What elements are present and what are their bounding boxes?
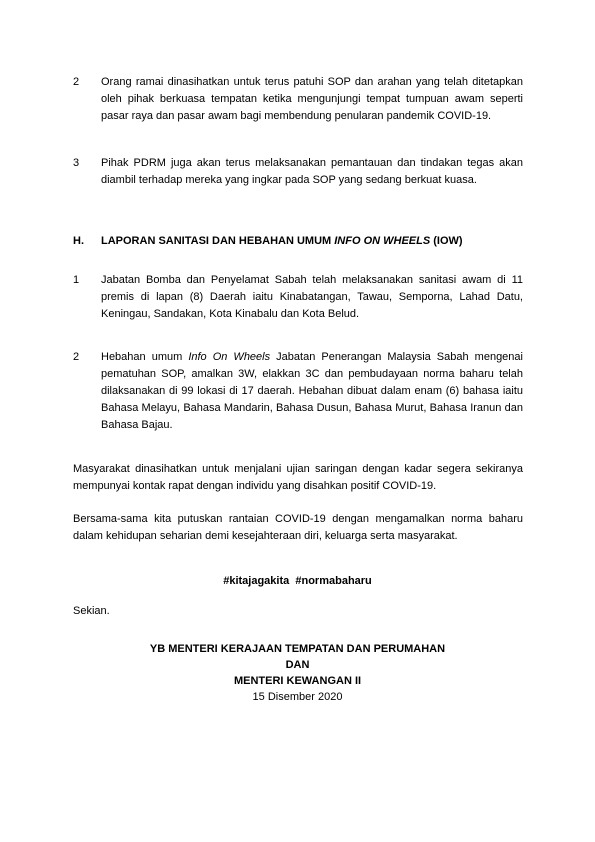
hashtags: #kitajagakita #normabaharu <box>223 575 372 587</box>
item-text: Jabatan Bomba dan Penyelamat Sabah telah melaksanakan sanitasi awam di 11 premis di lapan (8) Daerah iaitu Kinabatangan, Tawau, Semporna, Lahad Datu, Keningau, Sandakan, Kota Kinabalu dan Kota Belud. <box>101 274 523 320</box>
signature-date: 15 Disember 2020 <box>252 691 343 703</box>
section-letter: H. <box>73 235 84 247</box>
signature-line: YB MENTERI KERAJAAN TEMPATAN DAN PERUMAHAN <box>149 643 446 655</box>
section-title <box>101 233 463 250</box>
sekian-text: Sekian. <box>73 605 110 617</box>
item-number: 1 <box>73 274 80 286</box>
item-number: 2 <box>73 76 80 88</box>
section-title-italic: INFO ON WHEELS <box>334 235 431 247</box>
signature-line: DAN <box>285 659 310 671</box>
item-text <box>101 349 523 434</box>
item-text-suffix: Jabatan Penerangan Malaysia Sabah mengenai pematuhan SOP, amalkan 3W, elakkan 3C dan pembudayaan norma baharu telah dilaksanakan di 99 lokasi di 17 daerah. Hebahan dibuat dalam enam (6) bahasa iaitu Bahasa Melayu, Bahasa Mandarin, Bahasa Dusun, Bahasa Murut, Bahasa Iranun dan Bahasa Bajau. <box>101 351 523 431</box>
section-title-suffix: (IOW) <box>430 235 463 247</box>
item-text: Pihak PDRM juga akan terus melaksanakan pemantauan dan tindakan tegas akan diambil terhadap mereka yang ingkar pada SOP yang sedang berkuat kuasa. <box>101 157 523 186</box>
item-number: 2 <box>73 351 80 363</box>
signature-line: MENTERI KEWANGAN II <box>233 675 362 687</box>
closing-paragraph: Bersama-sama kita putuskan rantaian COVID-19 dengan mengamalkan norma baharu dalam kehidupan seharian demi kesejahteraan diri, keluarga serta masyarakat. <box>73 513 523 542</box>
section-title-prefix: LAPORAN SANITASI DAN HEBAHAN UMUM <box>101 235 335 247</box>
item-text-italic: Info On Wheels <box>188 351 271 363</box>
closing-paragraph: Masyarakat dinasihatkan untuk menjalani ujian saringan dengan kadar segera sekiranya mempunyai kontak rapat dengan individu yang disahkan positif COVID-19. <box>73 463 523 492</box>
item-number: 3 <box>73 157 80 169</box>
item-text-prefix: Hebahan umum <box>101 351 189 363</box>
item-text: Orang ramai dinasihatkan untuk terus patuhi SOP dan arahan yang telah ditetapkan oleh pihak berkuasa tempatan ketika mengunjungi tempat tumpuan awam seperti pasar raya dan pasar awam bagi membendung penularan pandemik COVID-19. <box>101 76 523 122</box>
